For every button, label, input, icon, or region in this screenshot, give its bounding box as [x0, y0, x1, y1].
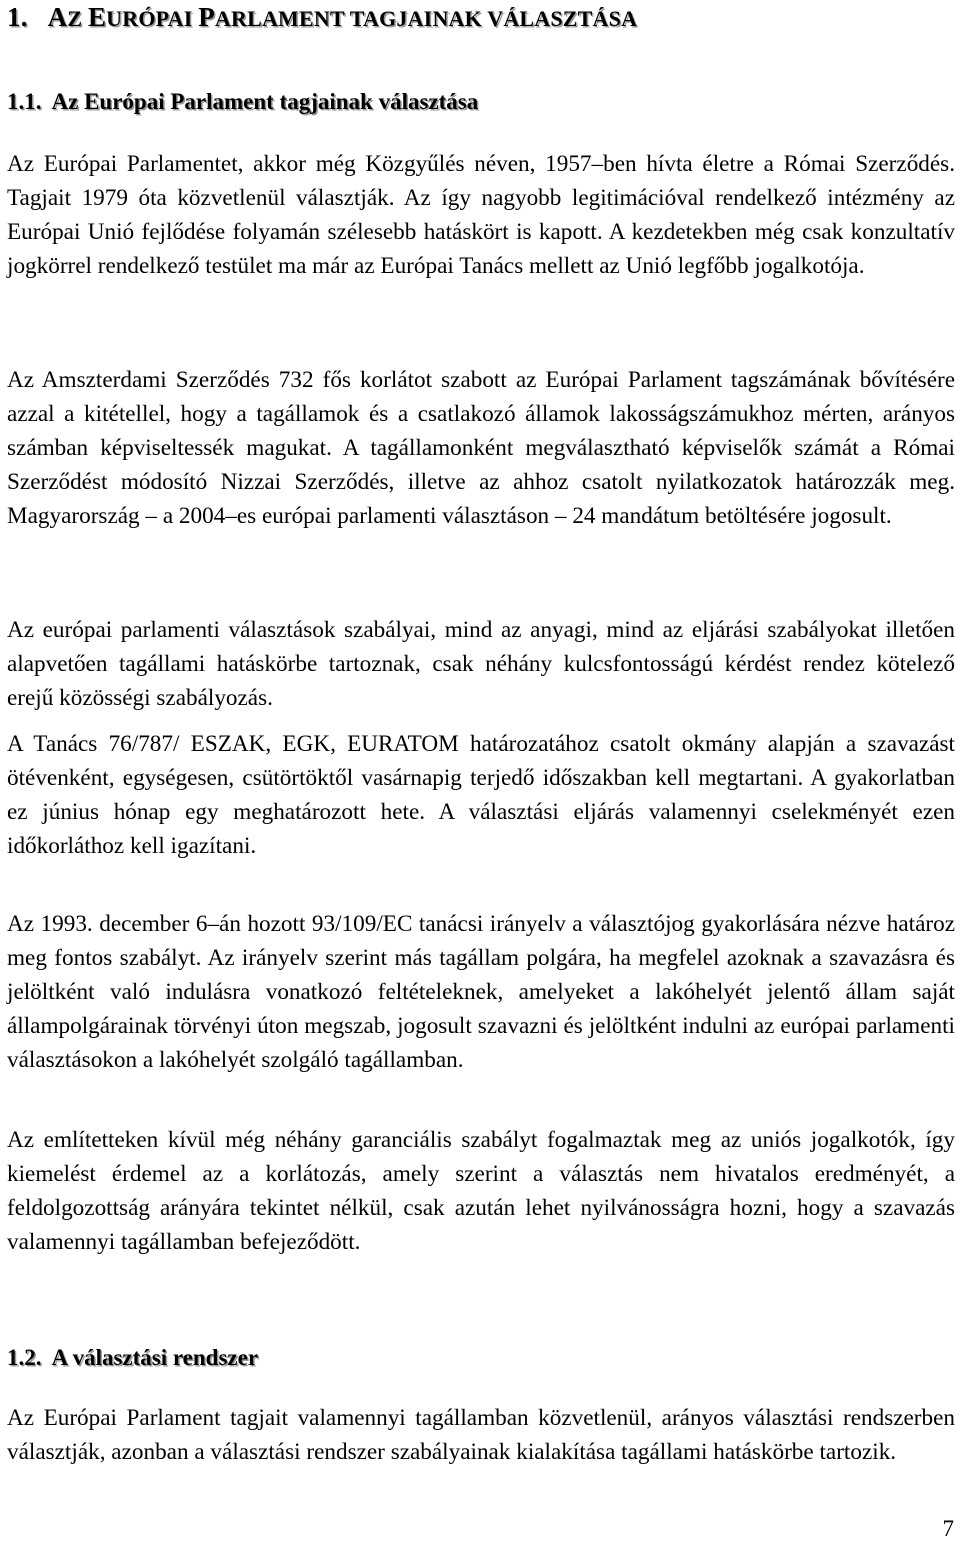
chapter-title-initial-a: A [47, 2, 68, 32]
section-number: 1.2. [7, 1345, 42, 1370]
page-number: 7 [942, 1516, 954, 1541]
paragraph: Az Európai Parlamentet, akkor még Közgyűlés néven, 1957–ben hívta életre a Római Szerződés. Tagjait 1979 óta közvetlenül választják. Az így nagyobb legitimációval rendelkező intézmény az Európai Unió fejlődése folyamán szélesebb hatáskört is kapott. A kezdetekben még csak konzultatív jogkörrel rendelkező testület ma már az Európai Tanács mellett az Unió legfőbb jogalkotója. [7, 151, 955, 279]
chapter-number: 1. [7, 2, 28, 32]
paragraph: Az európai parlamenti választások szabályai, mind az anyagi, mind az eljárási szabályokat illetően alapvetően tagállami hatáskörbe tartoznak, csak néhány kulcsfontosságú kérdést rendez kötelező erejű közösségi szabályozás. [7, 617, 955, 711]
chapter-title-smallcaps-z: Z [67, 6, 88, 31]
section-heading-1-2 [7, 1345, 258, 1371]
paragraph: A Tanács 76/787/ ESZAK, EGK, EURATOM határozatához csatolt okmány alapján a szavazást ötévenként, egységesen, csütörtöktől vasárnapig terjedő időszakban kell megtartani. A gyakorlatban ez június hónap egy meghatározott hete. A választási eljárás valamennyi cselekményét ezen időkorláthoz kell igazítani. [7, 731, 955, 859]
paragraph: Az Európai Parlament tagjait valamennyi tagállamban közvetlenül, arányos választási rendszerben választják, azonban a választási rendszer szabályainak kialakítása tagállami hatáskörbe tartozik. [7, 1405, 955, 1465]
chapter-title-smallcaps-europai: URÓPAI [106, 6, 199, 31]
section-title: A választási rendszer [51, 1345, 259, 1370]
section-heading-1-1 [7, 89, 478, 115]
paragraph: Az említetteken kívül még néhány garanciális szabályt fogalmaztak meg az uniós jogalkotók, így kiemelést érdemel az a korlátozás, amely szerint a választás nem hivatalos eredményét, a feldolgozottság arányára tekintet nélkül, csak azután lehet nyilvánosságra hozni, hogy a szavazás valamennyi tagállamban befejeződött. [7, 1127, 955, 1255]
paragraph: Az 1993. december 6–án hozott 93/109/EC tanácsi irányelv a választójog gyakorlására nézve határoz meg fontos szabályt. Az irányelv szerint más tagállam polgára, ha megfelel azoknak a szavazásra és jelöltként való indulásra vonatkozó feltételeknek, amelyeket a lakóhelyét jelentő állam saját állampolgárainak törvényi úton megszab, jogosult szavazni és jelöltként indulni az európai parlamenti választásokon a lakóhelyét szolgáló tagállamban. [7, 911, 955, 1073]
section-number: 1.1. [7, 89, 42, 114]
chapter-title-initial-e: E [87, 2, 107, 32]
chapter-title-initial-p: P [198, 2, 215, 32]
chapter-heading [7, 2, 637, 33]
chapter-title-smallcaps-rest: ARLAMENT TAGJAINAK VÁLASZTÁSA [214, 6, 638, 31]
paragraph: Az Amszterdami Szerződés 732 fős korlátot szabott az Európai Parlament tagszámának bővítésére azzal a kitétellel, hogy a tagállamok és a csatlakozó államok lakosságszámukhoz mérten, arányos számban képviseltessék magukat. A tagállamonként megválasztható képviselők számát a Római Szerződést módosító Nizzai Szerződés, illetve az ahhoz csatolt nyilatkozatok határozzák meg. Magyarország – a 2004–es európai parlamenti választáson – 24 mandátum betöltésére jogosult. [7, 367, 955, 529]
section-title: Az Európai Parlament tagjainak választása [51, 89, 479, 114]
